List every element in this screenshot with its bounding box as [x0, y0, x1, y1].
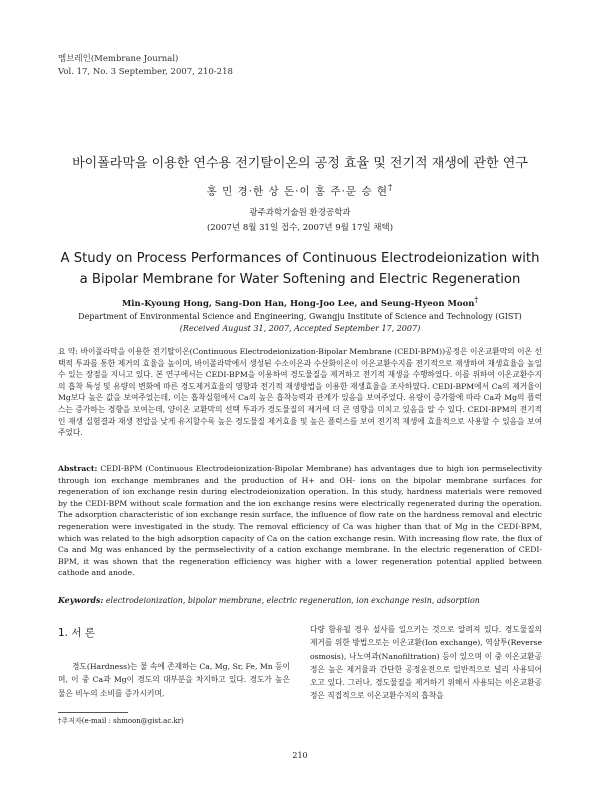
journal-name: 멤브레인(Membrane Journal) — [58, 54, 179, 64]
korean-authors — [0, 183, 600, 199]
english-received: (Received August 31, 2007, Accepted September 17, 2007) — [179, 324, 421, 333]
english-abstract — [58, 463, 542, 579]
keywords-text: electrodeionization, bipolar membrane, electric regeneration, ion exchange resin, adsorption — [105, 596, 480, 605]
english-affiliation-block — [40, 311, 560, 335]
keywords — [58, 596, 542, 605]
section-heading-introduction: 1. 서 론 — [58, 627, 95, 639]
korean-authors-text: 홍 민 경·한 상 돈·이 홍 주·문 승 현 — [206, 185, 389, 198]
english-abstract-text: CEDI-BPM (Continuous Electrodeionization-Bipolar Membrane) has advantages due to high ion permselectivity through ion exchange membranes and the production of H+ and OH- ions on the bipolar membrane surfaces for regeneration of ion exchange resin during electrodeionization operation. In this study, hardness materials were removed by the CEDI-BPM without scale formation and the ion exchange resins were electrically regenerated during the operation. The adsorption characteristic of ion exchange resin surface, the influence of flow rate on the hardness removal and electric regeneration were investigated in the study. The removal efficiency of Ca was higher than that of Mg in the CEDI-BPM, which was related to the high adsorption capacity of Ca on the cation exchange resin. With increasing flow rate, the flux of Ca and Mg was enhanced by the permselectivity of a cation exchange membrane. In the electric regeneration of CEDI-BPM, it was shown that the regeneration efficiency was higher with a lower regeneration potential applied between cathode and anode. — [58, 464, 542, 578]
page-number: 210 — [292, 751, 308, 760]
korean-abstract-text: 바이폴라막을 이용한 전기탈이온(Continuous Electrodeionization-Bipolar Membrane (CEDI-BPM))공정은 이온교환막의 이온 선택적 투과를 통한 제거의 효율을 높이며, 바이폴라막에서 생성된 수소이온과 수산화이온이 이온교환수지를 전기적으로 재생하여 재생효율을 높일 수 있는 장점을 지니고 있다. 본 연구에서는 CEDI-BPM을 이용하여 경도물질을 제거하고 전기적 재생을 수행하였다. 이를 위하여 이온교환수지의 흡착 특성 및 유량의 변화에 따른 경도제거효율의 영향과 전기적 재생방법을 이용한 재생효율을 조사하였다. CEDI-BPM에서 Ca의 제거율이 Mg보다 높은 값을 보여주었는데, 이는 흡착실험에서 Ca의 높은 흡착능력과 관계가 있음을 보여주었다. 유량이 증가함에 따라 Ca과 Mg의 플럭스는 증가하는 경향을 보여는데, 양이온 교환막의 선택 투과가 경도물질의 제거에 더 큰 영향을 미치고 있음을 알 수 있다. CEDI-BPM의 전기적인 재생 실험결과 재생 전압을 낮게 유지할수록 높은 경도물질 제거효율 및 높은 플럭스를 보여 전기적 재생에 효율적으로 사용할 수 있음을 보여주었다. — [58, 347, 542, 438]
korean-received: (2007년 8월 31일 접수, 2007년 9월 17일 채택) — [206, 223, 394, 233]
english-abstract-label: Abstract: — [58, 464, 98, 473]
footnote: †주저자(e-mail : shmoon@gist.ac.kr) — [58, 717, 184, 725]
korean-abstract — [58, 346, 542, 439]
korean-title: 바이폴라막을 이용한 연수용 전기탈이온의 공정 효율 및 전기적 재생에 관한 연구 — [72, 156, 528, 171]
korean-affiliation-block — [0, 206, 600, 236]
korean-author-dagger: † — [388, 183, 394, 193]
footnote-divider — [58, 712, 128, 713]
english-authors — [0, 295, 600, 309]
keywords-label: Keywords: — [58, 596, 104, 605]
journal-header — [58, 53, 233, 79]
english-authors-text: Min-Kyoung Hong, Sang-Don Han, Hong-Joo Lee, and Seung-Hyeon Moon — [121, 298, 475, 309]
intro-left-column: 경도(Hardness)는 물 속에 존재하는 Ca, Mg, Sr, Fe, Mn 등이며, 이 중 Ca과 Mg이 경도의 대부분을 차지하고 있다. 경도가 높은 물은 비누의 소비를 증가시키며, — [58, 662, 290, 698]
english-title: A Study on Process Performances of Continuous Electrodeionization with a Bipolar Membrane for Water Softening and Electric Regeneration — [60, 251, 540, 287]
english-author-dagger: † — [474, 295, 479, 304]
intro-right-column: 다량 함유될 경우 설사를 일으키는 것으로 알려져 있다. 경도물질의 제거를 위한 방법으로는 이온교환(Ion exchange), 역삼투(Reverse osmosis), 나노여과(Nanofiltration) 등이 있으며 이 중 이온교환공정은 높은 제거율과 간단한 공정운전으로 일반적으로 널리 사용되어 오고 있다. 그러나, 경도물질을 제거하기 위해서 사용되는 이온교환공정은 직접적으로 이온교환수지의 흡착을 — [310, 625, 542, 701]
english-affiliation: Department of Environmental Science and Engineering, Gwangju Institute of Science and Technology (GIST) — [78, 312, 522, 321]
korean-affiliation: 광주과학기술원 환경공학과 — [249, 208, 351, 218]
journal-issue: Vol. 17, No. 3 September, 2007, 210-218 — [58, 67, 233, 77]
korean-abstract-label: 요 약: — [58, 347, 79, 356]
